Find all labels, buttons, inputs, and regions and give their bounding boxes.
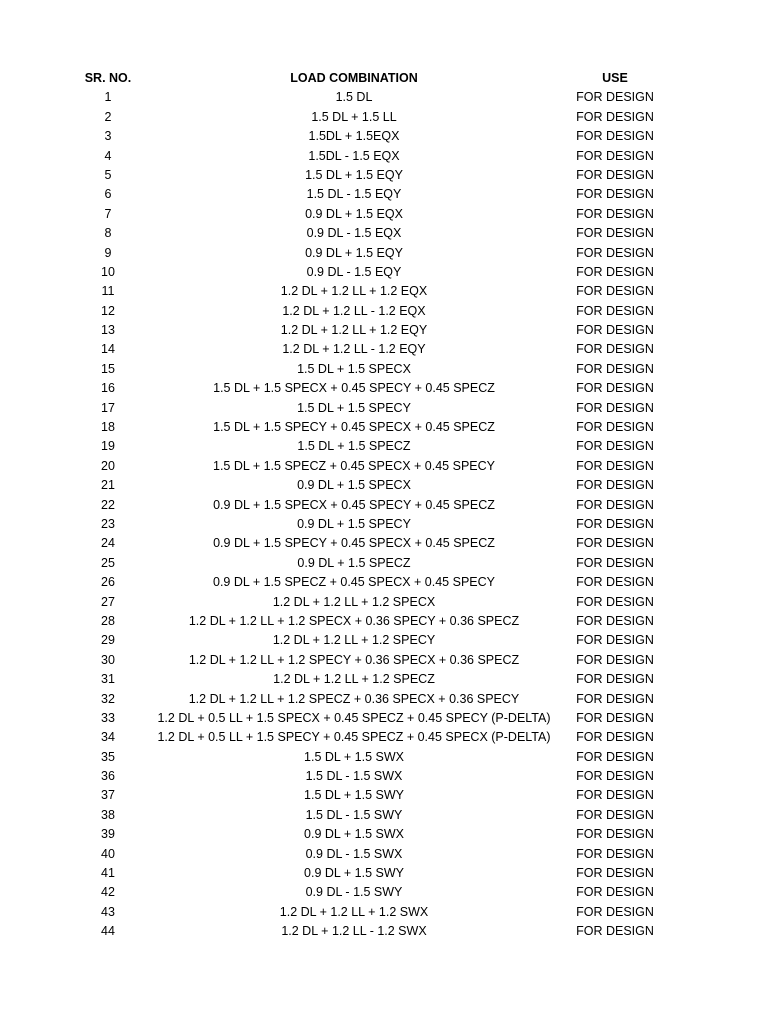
sr-no-cell: 39: [101, 827, 115, 842]
use-cell: FOR DESIGN: [576, 420, 654, 435]
load-combination-cell: 1.2 DL + 1.2 LL - 1.2 EQX: [282, 303, 426, 318]
load-combination-cell: 1.5 DL + 1.5 EQY: [305, 167, 403, 182]
sr-no-cell: 16: [101, 381, 115, 396]
table-row: [0, 147, 768, 166]
load-combination-cell: 1.2 DL + 0.5 LL + 1.5 SPECX + 0.45 SPECZ + 0.45 SPECY (P-DELTA): [157, 710, 551, 725]
use-cell: FOR DESIGN: [576, 497, 654, 512]
sr-no-cell: 14: [101, 342, 115, 357]
use-cell: FOR DESIGN: [576, 303, 654, 318]
load-combination-cell: 1.5 DL - 1.5 SWY: [305, 807, 403, 822]
load-combination-cell: 0.9 DL + 1.5 EQX: [305, 206, 403, 221]
table-row: [0, 418, 768, 437]
use-cell: FOR DESIGN: [576, 749, 654, 764]
sr-no-cell: 20: [101, 458, 115, 473]
use-cell: FOR DESIGN: [576, 187, 654, 202]
load-combination-cell: 1.5 DL + 1.5 SWY: [304, 788, 404, 803]
use-cell: FOR DESIGN: [576, 769, 654, 784]
sr-no-cell: 31: [101, 672, 115, 687]
load-combination-cell: 1.2 DL + 1.2 LL + 1.2 SPECX + 0.36 SPECY + 0.36 SPECZ: [188, 613, 520, 628]
sr-no-cell: 34: [101, 730, 115, 745]
use-cell: FOR DESIGN: [576, 788, 654, 803]
sr-no-cell: 6: [104, 187, 112, 202]
table-row: [0, 806, 768, 825]
sr-no-cell: 38: [101, 807, 115, 822]
load-combination-cell: 1.5 DL + 1.5 SPECY + 0.45 SPECX + 0.45 SPECZ: [213, 420, 495, 435]
table-row: [0, 282, 768, 301]
table-body: [0, 88, 768, 941]
sr-no-cell: 9: [104, 245, 112, 260]
table-row: [0, 340, 768, 359]
load-combination-cell: 1.5 DL + 1.5 LL: [311, 109, 397, 124]
load-combination-cell: 0.9 DL + 1.5 SWX: [304, 827, 404, 842]
table-row: [0, 476, 768, 495]
sr-no-cell: 18: [101, 420, 115, 435]
header-load-combination: LOAD COMBINATION: [290, 71, 418, 85]
use-cell: FOR DESIGN: [576, 710, 654, 725]
use-cell: FOR DESIGN: [576, 575, 654, 590]
table-row: [0, 767, 768, 786]
sr-no-cell: 5: [104, 167, 112, 182]
sr-no-cell: 27: [101, 594, 115, 609]
load-combination-cell: 1.5 DL + 1.5 SPECZ: [297, 439, 411, 454]
use-cell: FOR DESIGN: [576, 613, 654, 628]
table-row: [0, 205, 768, 224]
table-row: [0, 573, 768, 592]
use-cell: FOR DESIGN: [576, 924, 654, 939]
table-row: [0, 903, 768, 922]
use-cell: FOR DESIGN: [576, 846, 654, 861]
table-row: [0, 127, 768, 146]
sr-no-cell: 1: [104, 90, 112, 105]
table-row: [0, 108, 768, 127]
use-cell: FOR DESIGN: [576, 245, 654, 260]
use-cell: FOR DESIGN: [576, 458, 654, 473]
sr-no-cell: 22: [101, 497, 115, 512]
use-cell: FOR DESIGN: [576, 167, 654, 182]
table-row: [0, 748, 768, 767]
load-combination-cell: 0.9 DL + 1.5 SWY: [304, 866, 404, 881]
use-cell: FOR DESIGN: [576, 439, 654, 454]
sr-no-cell: 29: [101, 633, 115, 648]
use-cell: FOR DESIGN: [576, 400, 654, 415]
table-row: [0, 786, 768, 805]
sr-no-cell: 21: [101, 478, 115, 493]
load-combination-cell: 0.9 DL + 1.5 SPECY + 0.45 SPECX + 0.45 SPECZ: [213, 536, 495, 551]
load-combination-cell: 1.5 DL + 1.5 SPECY: [297, 400, 411, 415]
sr-no-cell: 41: [101, 866, 115, 881]
sr-no-cell: 36: [101, 769, 115, 784]
table-row: [0, 631, 768, 650]
sr-no-cell: 12: [101, 303, 115, 318]
load-combination-cell: 1.2 DL + 1.2 LL + 1.2 SPECX: [272, 594, 436, 609]
load-combination-cell: 1.2 DL + 1.2 LL + 1.2 SPECY + 0.36 SPECX + 0.36 SPECZ: [188, 652, 520, 667]
sr-no-cell: 10: [101, 264, 115, 279]
table-row: [0, 244, 768, 263]
sr-no-cell: 30: [101, 652, 115, 667]
use-cell: FOR DESIGN: [576, 730, 654, 745]
load-combination-cell: 0.9 DL - 1.5 SWY: [305, 885, 403, 900]
table-row: [0, 554, 768, 573]
table-row: [0, 515, 768, 534]
use-cell: FOR DESIGN: [576, 284, 654, 299]
load-combination-cell: 1.2 DL + 0.5 LL + 1.5 SPECY + 0.45 SPECZ + 0.45 SPECX (P-DELTA): [157, 730, 551, 745]
sr-no-cell: 11: [101, 284, 115, 299]
use-cell: FOR DESIGN: [576, 672, 654, 687]
use-cell: FOR DESIGN: [576, 323, 654, 338]
table-row: [0, 224, 768, 243]
table-row: [0, 534, 768, 553]
load-combination-cell: 1.2 DL + 1.2 LL + 1.2 SPECY: [272, 633, 436, 648]
load-combination-cell: 1.5 DL + 1.5 SPECZ + 0.45 SPECX + 0.45 SPECY: [213, 458, 495, 473]
load-combination-cell: 0.9 DL + 1.5 SPECX + 0.45 SPECY + 0.45 SPECZ: [213, 497, 495, 512]
use-cell: FOR DESIGN: [576, 90, 654, 105]
use-cell: FOR DESIGN: [576, 633, 654, 648]
use-cell: FOR DESIGN: [576, 652, 654, 667]
sr-no-cell: 26: [101, 575, 115, 590]
header-use: USE: [602, 71, 628, 85]
use-cell: FOR DESIGN: [576, 885, 654, 900]
table-row: [0, 651, 768, 670]
table-row: [0, 457, 768, 476]
table-row: [0, 88, 768, 107]
load-combination-cell: 0.9 DL - 1.5 EQX: [306, 226, 402, 241]
use-cell: FOR DESIGN: [576, 827, 654, 842]
use-cell: FOR DESIGN: [576, 148, 654, 163]
load-combination-cell: 1.2 DL + 1.2 LL + 1.2 EQX: [280, 284, 428, 299]
table-row: [0, 379, 768, 398]
sr-no-cell: 33: [101, 710, 115, 725]
table-row: [0, 845, 768, 864]
use-cell: FOR DESIGN: [576, 691, 654, 706]
load-combination-cell: 1.2 DL + 1.2 LL + 1.2 SPECZ: [273, 672, 435, 687]
load-combination-cell: 1.5 DL + 1.5 SWX: [304, 749, 404, 764]
use-cell: FOR DESIGN: [576, 536, 654, 551]
load-combination-cell: 1.2 DL + 1.2 LL - 1.2 EQY: [282, 342, 426, 357]
sr-no-cell: 13: [101, 323, 115, 338]
use-cell: FOR DESIGN: [576, 226, 654, 241]
use-cell: FOR DESIGN: [576, 555, 654, 570]
use-cell: FOR DESIGN: [576, 129, 654, 144]
use-cell: FOR DESIGN: [576, 342, 654, 357]
header-sr-no: SR. NO.: [84, 71, 132, 85]
sr-no-cell: 23: [101, 516, 115, 531]
table-row: [0, 825, 768, 844]
load-combination-cell: 1.2 DL + 1.2 LL + 1.2 EQY: [280, 323, 428, 338]
table-row: [0, 864, 768, 883]
sr-no-cell: 35: [101, 749, 115, 764]
load-combination-cell: 1.5 DL: [335, 90, 373, 105]
sr-no-cell: 15: [101, 361, 115, 376]
sr-no-cell: 25: [101, 555, 115, 570]
load-combination-cell: 0.9 DL + 1.5 SPECZ: [297, 555, 411, 570]
table-row: [0, 883, 768, 902]
table-row: [0, 437, 768, 456]
load-combination-cell: 0.9 DL - 1.5 SWX: [305, 846, 403, 861]
table-row: [0, 263, 768, 282]
table-row: [0, 670, 768, 689]
use-cell: FOR DESIGN: [576, 361, 654, 376]
load-combination-cell: 0.9 DL + 1.5 SPECZ + 0.45 SPECX + 0.45 SPECY: [213, 575, 495, 590]
use-cell: FOR DESIGN: [576, 109, 654, 124]
table-row: [0, 321, 768, 340]
load-combination-cell: 0.9 DL + 1.5 SPECX: [297, 478, 411, 493]
table-row: [0, 922, 768, 941]
table-row: [0, 360, 768, 379]
load-combination-cell: 1.5DL - 1.5 EQX: [308, 148, 400, 163]
sr-no-cell: 17: [101, 400, 115, 415]
sr-no-cell: 8: [104, 226, 112, 241]
table-row: [0, 399, 768, 418]
sr-no-cell: 24: [101, 536, 115, 551]
sr-no-cell: 2: [104, 109, 112, 124]
use-cell: FOR DESIGN: [576, 516, 654, 531]
load-combination-cell: 1.2 DL + 1.2 LL + 1.2 SWX: [279, 904, 429, 919]
load-combination-cell: 1.5 DL + 1.5 SPECX: [297, 361, 411, 376]
load-combination-table: [0, 69, 768, 942]
table-header-row: [0, 69, 768, 88]
use-cell: FOR DESIGN: [576, 807, 654, 822]
use-cell: FOR DESIGN: [576, 264, 654, 279]
use-cell: FOR DESIGN: [576, 594, 654, 609]
sr-no-cell: 44: [101, 924, 115, 939]
table-row: [0, 593, 768, 612]
table-row: [0, 166, 768, 185]
load-combination-cell: 1.5DL + 1.5EQX: [308, 129, 400, 144]
use-cell: FOR DESIGN: [576, 904, 654, 919]
load-combination-cell: 1.5 DL - 1.5 EQY: [306, 187, 402, 202]
sr-no-cell: 32: [101, 691, 115, 706]
sr-no-cell: 37: [101, 788, 115, 803]
load-combination-cell: 1.2 DL + 1.2 LL + 1.2 SPECZ + 0.36 SPECX + 0.36 SPECY: [188, 691, 520, 706]
use-cell: FOR DESIGN: [576, 866, 654, 881]
table-row: [0, 185, 768, 204]
load-combination-cell: 0.9 DL + 1.5 EQY: [305, 245, 403, 260]
sr-no-cell: 28: [101, 613, 115, 628]
load-combination-cell: 1.5 DL + 1.5 SPECX + 0.45 SPECY + 0.45 SPECZ: [213, 381, 495, 396]
sr-no-cell: 42: [101, 885, 115, 900]
use-cell: FOR DESIGN: [576, 478, 654, 493]
load-combination-cell: 0.9 DL + 1.5 SPECY: [297, 516, 411, 531]
table-row: [0, 496, 768, 515]
sr-no-cell: 7: [104, 206, 112, 221]
sr-no-cell: 43: [101, 904, 115, 919]
table-row: [0, 612, 768, 631]
use-cell: FOR DESIGN: [576, 206, 654, 221]
load-combination-cell: 1.2 DL + 1.2 LL - 1.2 SWX: [281, 924, 427, 939]
sr-no-cell: 40: [101, 846, 115, 861]
table-row: [0, 709, 768, 728]
sr-no-cell: 4: [104, 148, 112, 163]
table-row: [0, 690, 768, 709]
table-row: [0, 728, 768, 747]
sr-no-cell: 3: [104, 129, 112, 144]
load-combination-cell: 0.9 DL - 1.5 EQY: [306, 264, 402, 279]
use-cell: FOR DESIGN: [576, 381, 654, 396]
sr-no-cell: 19: [101, 439, 115, 454]
load-combination-cell: 1.5 DL - 1.5 SWX: [305, 769, 403, 784]
table-row: [0, 302, 768, 321]
